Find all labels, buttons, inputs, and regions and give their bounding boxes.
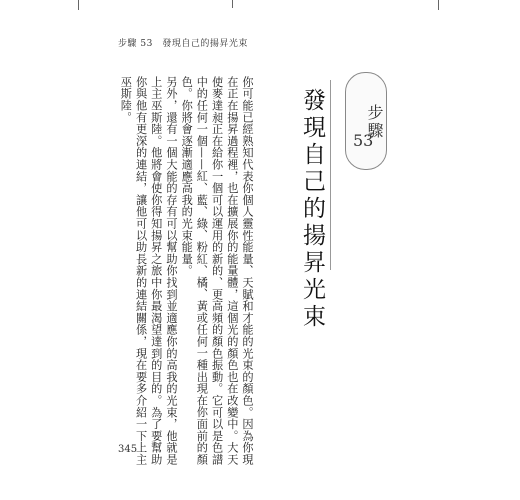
title-divider — [330, 80, 331, 270]
paragraph-2: 另外，還有一個大能的存有可以幫助你找到並適應你的高我的光束，他就是上主巫斯陸。他將會使你得知揚昇之旅中你最渴望達到的目的。為了要幫助你與他有更深的連結，讓他可以助長新的連結關係，現在要多介紹一下上主巫斯陸。 — [119, 76, 178, 466]
crop-mark-right — [438, 0, 439, 10]
running-head: 步驟 53 發現自己的揚昇光束 — [118, 39, 248, 49]
crop-mark-left — [78, 0, 79, 10]
step-label: 步驟 — [365, 104, 384, 140]
crop-mark-center — [232, 0, 233, 8]
step-number: 53 — [353, 131, 374, 150]
body-text — [118, 76, 255, 468]
paragraph-1: 你可能已經熟知代表你個人靈性能量、天賦和才能的光束的顏色。因為你現在正在揚昇過程裡，也在擴展你的能量體，這個光的顏色也在改變中。大天使麥達昶正在給你一個可以運用的新的、更高頻的顏色振動。它可以是色譜中的任何一個——紅、藍、綠、粉紅、橘、黃或任何一種出現在你面前的顏色。你將會逐漸適應高我的光束能量。 — [180, 76, 254, 466]
chapter-title: 發現自己的揚昇光束 — [299, 88, 325, 331]
page-number: 345 — [118, 444, 138, 455]
